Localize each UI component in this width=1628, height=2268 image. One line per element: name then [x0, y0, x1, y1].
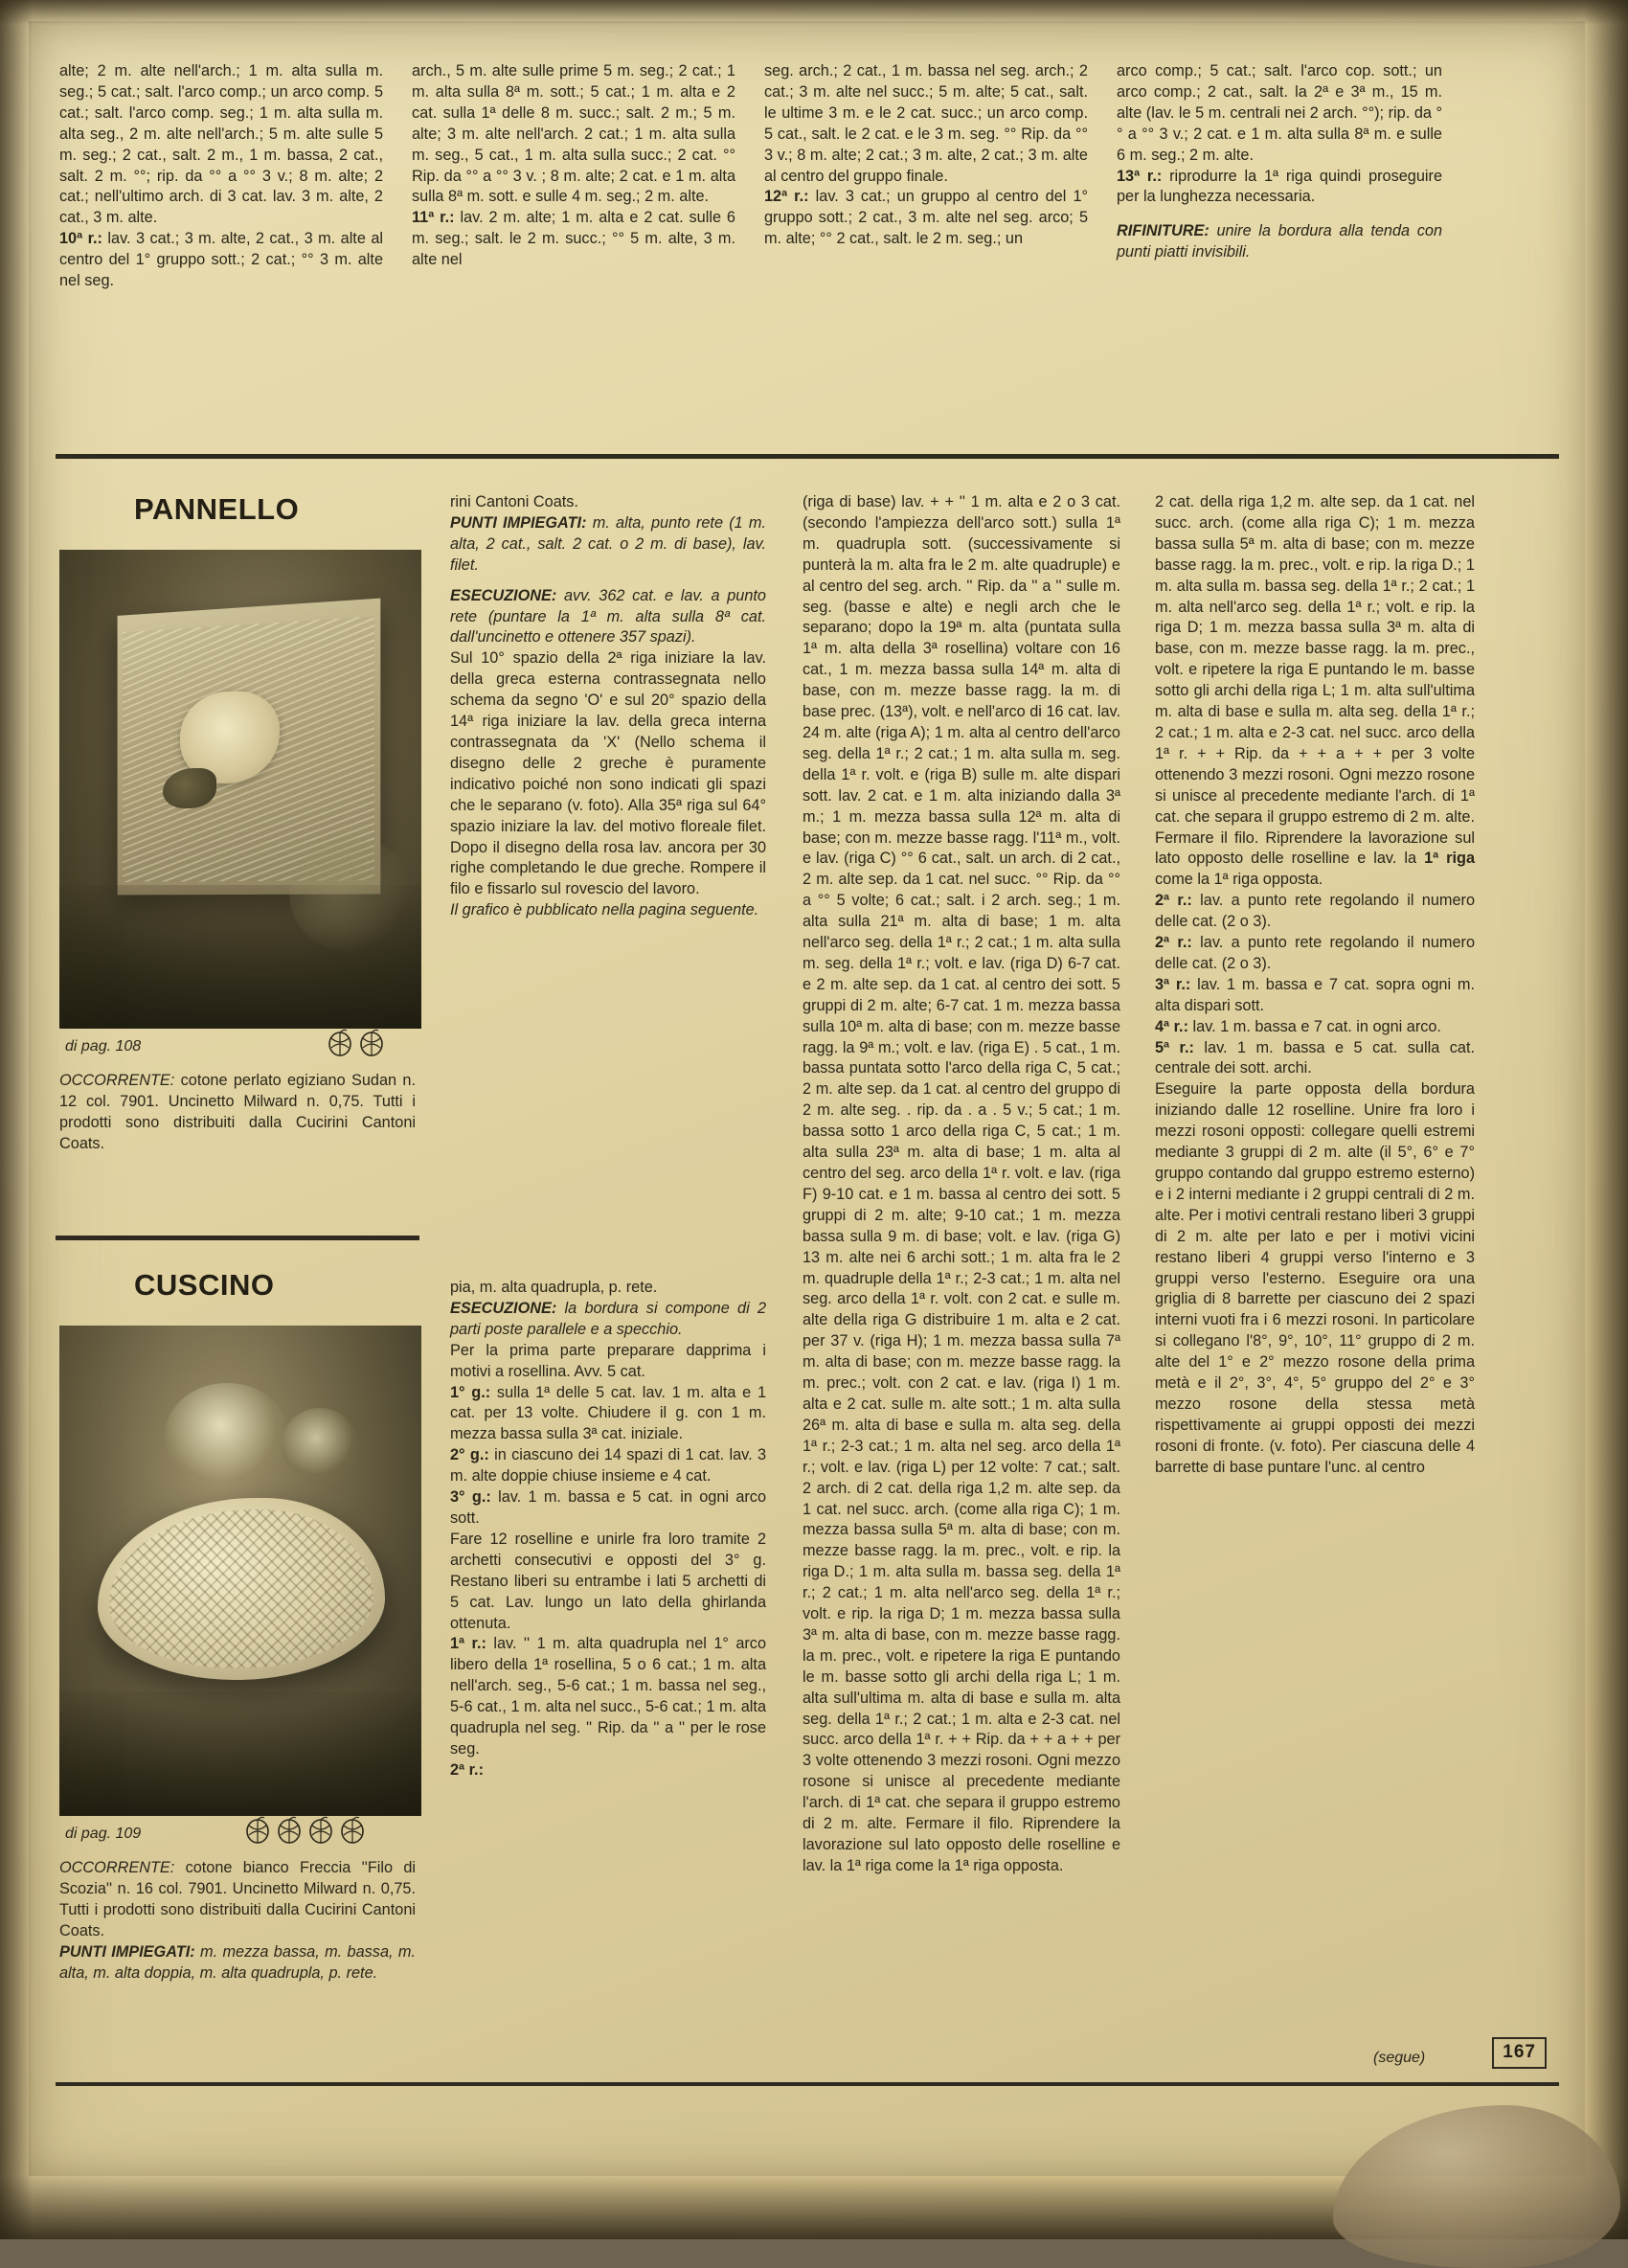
cuscino-riga-6: 5ª r.: lav. 1 m. bassa e 5 cat. sulla cat. centrale dei sott. archi. [1155, 1038, 1475, 1077]
cuscino-riga-4: 3ª r.: lav. 1 m. bassa e 7 cat. sopra ogni m. alta dispari sott. [1155, 975, 1475, 1014]
pannello-punti-label: PUNTI IMPIEGATI: [450, 513, 587, 532]
pannello-column-2 [450, 492, 766, 921]
scan-edge-bottom [0, 2176, 1628, 2239]
continuation-note: (segue) [1373, 2050, 1426, 2066]
pannello-body: Sul 10° spazio della 2ª riga iniziare la lav. della greca esterna contrassegnata nello schema da segno 'O' e sul 20° spazio della 14ª riga iniziare la lav. della greca interna contrassegnata da 'X' (Nello schema il disegno delle 2 greche è puramente indicativo poiché non sono indicati gli spazi che le separano (v. foto). Alla 35ª riga sul 64° spazio iniziare la lav. del motivo floreale filet. Dopo il disegno della rosa lav. ancora per 30 righe completando le due greche. Rompere il filo e fissarlo sul rovescio del lavoro. [450, 649, 766, 898]
top-col-2-text: arch., 5 m. alte sulle prime 5 m. seg.; 2 cat.; 1 m. alta sulla 8ª m. sott.; 5 cat.; 1 m. alta e 2 cat. sulla 1ª delle 8 m. succ.; salt. 2 m.; 5 m. alte; 3 m. alte nell'arch. 2 cat.; 1 m. alta sulla m. seg., 5 cat., 1 m. alta sulla succ.; 2 cat. °° Rip. da °° a °° 3 v. ; 8 m. alte; 2 cat. e 1 m. alta sulla 8ª m. sott. e sulle 4 m. seg.; 2 m. alte. [412, 62, 735, 206]
cuscino-col2-lead: pia, m. alta quadrupla, p. rete. [450, 1279, 658, 1296]
cuscino-punti-label: PUNTI IMPIEGATI: [59, 1942, 195, 1961]
cuscino-column-4 [1155, 492, 1475, 1479]
cuscino-intro: Per la prima parte preparare dapprima i motivi a rosellina. Avv. 5 cat. [450, 1341, 766, 1380]
cuscino-photo-caption: di pag. 109 [65, 1826, 142, 1842]
cuscino-column-3 [803, 492, 1120, 1877]
pannello-note: Il grafico è pubblicato nella pagina seguente. [450, 901, 759, 919]
pannello-title: PANNELLO [134, 492, 300, 526]
top-col-1-text: alte; 2 m. alte nell'arch.; 1 m. alta sulla m. seg.; 5 cat.; salt. l'arco comp.; un arco comp. 5 cat.; salt. l'arco comp. seg.; 1 m. alta sulla m. alta seg., 2 m. alte nell'arch.; 5 m. alte sulle 5 m. seg.; 2 cat., salt. 2 m., 1 m. bassa, 2 cat., salt. 2 m. °°; rip. da °° a °° 3 v.; 8 m. alte; 2 cat.; nell'ultimo arch. di 3 cat. lav. 3 m. alte, 2 cat., 3 m. alte. [59, 62, 383, 227]
cuscino-r2-tail: 2 cat. della riga 1,2 m. alte sep. da 1 cat. nel succ. arch. (come alla riga C); 1 m. mezza bassa sulla 5ª m. alta di base; con m. mezze basse ragg. la m. prec., volt. e rip. la riga D.; 1 m. alta sulla m. bassa seg. della 1ª r.; 2 cat.; 1 m. alta nell'arco seg. della 1ª r.; volt. e rip. la riga D; 1 m. mezza bassa sulla 3ª m. alta di base, con m. mezze basse ragg. la m. prec., volt. e ripetere la riga E puntando le m. basse sotto gli archi della riga L; 1 m. alta sull'ultima m. alta di base e sulla m. alta seg. della 1ª r.; 2 cat.; 1 m. alta e 2-3 cat. nel succ. arco della 1ª r. + + Rip. da + + a + + per 3 volte ottenendo 3 mezzi rosoni. Ogni mezzo rosone si unisce al precedente mediante l'arch. di 1ª cat. che separa il gruppo estremo di 2 m. alte. Fermare il filo. Riprendere la lavorazione sul lato opposto delle roselline e lav. la 1ª riga come la 1ª riga opposta. [1155, 493, 1475, 889]
cuscino-riga-2: 2ª r.: lav. a punto rete regolando il numero delle cat. (2 o 3). [1155, 892, 1476, 931]
cuscino-g1: 1° g.: sulla 1ª delle 5 cat. lav. 1 m. alta e 1 cat. per 13 volte. Chiudere il g. con 1 m. mezza bassa sulla 3ª cat. iniziale. [450, 1383, 767, 1443]
pannello-photo-caption: di pag. 108 [65, 1038, 142, 1055]
top-column-2 [412, 61, 735, 271]
top-col-4-text: arco comp.; 5 cat.; salt. l'arco cop. sott.; un arco comp.; 2 cat., salt. la 2ª e 3ª m., 15 m. alte (lav. le 5 m. centrali nei 2 arch. °°); rip. da °° a °° 3 v.; 2 cat. e 1 m. alta sulla 8ª m. e sulle 6 m. seg.; 2 m. alte. [1117, 62, 1442, 164]
yarn-ball-icon [277, 1816, 302, 1845]
cuscino-occorrente-label: OCCORRENTE: [59, 1859, 175, 1876]
scan-edge-left [0, 0, 33, 2239]
cuscino-g2: 2° g.: in ciascuno dei 14 spazi di 1 cat. lav. 3 m. alte doppie chiuse insieme e 4 cat. [450, 1446, 766, 1486]
top-column-1 [59, 61, 383, 292]
pannello-col2-lead: rini Cantoni Coats. [450, 493, 578, 510]
pannello-occorrente [59, 1071, 416, 1155]
rifiniture: RIFINITURE: unire la bordura alla tenda con punti piatti invisibili. [1117, 222, 1442, 261]
pannello-photo [59, 550, 421, 1029]
paper-sheet [29, 21, 1585, 2176]
cuscino-g3: 3° g.: lav. 1 m. bassa e 5 cat. in ogni arco sott. [450, 1488, 766, 1527]
cuscino-riga2-body: (riga di base) lav. + + '' 1 m. alta e 2 o 3 cat. (secondo l'ampiezza dell'arco sott.) sulla 1ª m. quadrupla sott. (successivamente si punterà la m. alta fra le 2 m. alte quadruple) e al centro del seg. arch. '' Rip. da '' a '' sulle m. seg. (basse e alte) e negli arch che le separano; dopo la 19ª m. alta (puntata sulla 1ª m. alta della 3ª rosellina) voltare con 16 cat., 1 m. mezza bassa sulla 14ª m. alta di base, con m. mezze basse ragg. la m. di base prec. (13ª), volt. e nell'arco di 16 cat. lav. 24 m. alte (riga A); 1 m. alta al centro dell'arco seg. della 1ª r.; 2 cat.; 1 m. alta sulla m. seg. della 1ª r. volt. e (riga B) sulle m. alte dispari sott. lav. 2 cat. e 1 m. alta iniziando dalla 3ª m.; 1 m. mezza bassa sulla 12ª m. alta di base; con m. mezze basse ragg. l'11ª m., volt. e lav. (riga C) °° 6 cat., salt. un arch. di 2 cat., 2 m. alte sep. da 1 cat. nel succ. °° Rip. da °° a °° 5 volte; 6 cat.; salt. i 2 arch. seg.; 1 m. alta sulla 21ª m. alta di base; 1 m. alta nell'arco seg. della 1ª r.; 2 cat.; 1 m. alta sulla m. seg. della 1ª r.; volt. e lav. (riga D) 6-7 cat. e 2 m. alte sep. da 1 cat. al centro dei sott. 5 gruppi di 2 m. alte; 6-7 cat. 1 m. mezza bassa sulla 10ª m. alta di base; con m. mezze basse ragg. la 9ª m.; volt. e lav. (riga E) . 5 cat., 1 m. bassa puntata sotto l'arco della riga C, 5 cat.; 2 m. alte sep. da 1 cat. al centro del gruppo di 2 m. alte seg. . rip. da . a . 5 v.; 5 cat.; 1 m. bassa sotto 1 arco della riga C, 5 cat.; 1 m. alta sulla 23ª m. alta di base; 1 m. alta al centro del seg. arco della 1ª r. volt. e lav. (riga F) 9-10 cat. e 1 m. bassa al centro dei sott. 5 gruppi di 2 m. alte; 9-10 cat.; 1 m. mezza bassa sulla 9 m. di base; volt. e lav. (riga G) 13 m. alte nei 6 archi sott.; 1 m. alta fra le 2 m. quadruple della 1ª r.; 2-3 cat.; 1 m. alta nel seg. arco della 1ª r. volt. con 2 cat. e sulle m. alte della riga G distribuire 1 m. alta e 2 cat. per 37 v. (riga H); 1 m. mezza bassa sulla 7ª m. alta di base; con m. mezze basse ragg. la m. prec.; volt. con 2 cat. e lav. (riga I) 1 m. alta e 2 cat. sulle m. alte sott.; 1 m. alta sulla 26ª m. alta di base e sulla m. alta seg. della 1ª r.; 2-3 cat.; 1 m. alta nel seg. arco della 1ª r.; volt. e lav. (riga L) per 12 volte: 7 cat.; salt. 2 arch. di 2 cat. della riga 1,2 m. alte sep. da 1 cat. nel succ. arch. (come alla riga C); 1 m. mezza bassa sulla 5ª m. alta di base; con m. mezze basse ragg. la m. prec., volt. e rip. la riga D.; 1 m. alta sulla m. bassa seg. della 1ª r.; 2 cat.; 1 m. alta nell'arco seg. della 1ª r.; volt. e rip. la riga D; 1 m. mezza bassa sulla 3ª m. alta di base, con m. mezze basse ragg. la m. prec., volt. e ripetere la riga E puntando le m. basse sotto gli archi della riga L; 1 m. alta sull'ultima m. alta di base e sulla m. alta seg. della 1ª r.; 2 cat.; 1 m. alta e 2-3 cat. nel succ. arco della 1ª r. + + Rip. da + + a + + per 3 volte ottenendo 3 mezzi rosoni. Ogni mezzo rosone si unisce al precedente mediante l'arch. di 1ª cat. che separa il gruppo estremo di 2 m. alte. Fermare il filo. Riprendere la lavorazione sul lato opposto delle roselline e lav. la 1ª riga come la 1ª riga opposta. [803, 493, 1120, 1874]
top-row-10: 10ª r.: lav. 3 cat.; 3 m. alte, 2 cat., 3 m. alte al centro del 1° gruppo sott.; 2 cat.; °° 3 m. alte nel seg. [59, 230, 384, 290]
cuscino-riga-2-start: 2ª r.: [450, 1760, 484, 1779]
cuscino-occorrente-text: cotone bianco Freccia ''Filo di Scozia'' n. 16 col. 7901. Uncinetto Milward n. 0,75. Tutti i prodotti sono distribuiti dalla Cucirini Cantoni Coats. [59, 1859, 416, 1939]
cuscino-yarn-balls [245, 1816, 365, 1845]
scan-edge-right [1584, 0, 1628, 2239]
page-number: 167 [1492, 2037, 1547, 2069]
top-row-12: 12ª r.: lav. 3 cat.; un gruppo al centro del 1° gruppo sott.; 2 cat., 3 m. alte nel seg. arco; 5 m. alte; °° 2 cat., salt. le 2 m. seg.; un [764, 188, 1089, 248]
pannello-esecuzione-text: avv. 362 cat. e lav. a punto rete (puntare la 1ª m. alta sulla 8ª cat. dall'uncinetto e ottenere 357 spazi). [450, 586, 766, 646]
top-col-3-text: seg. arch.; 2 cat., 1 m. bassa nel seg. arch.; 2 cat.; 3 m. alte nel succ.; 5 m. alte; 5 cat., salt. le ultime 3 m. e le 2 cat. succ.; un arco comp. 5 cat., salt. le 2 cat. e le 3 m. seg. °° Rip. da °° 3 v.; 8 m. alte; 2 cat.; 3 m. alte, 2 cat.; 3 m. alte al centro del gruppo finale. [764, 62, 1088, 185]
cuscino-final: Eseguire la parte opposta della bordura iniziando dalle 12 roselline. Unire fra loro i mezzi rosoni opposti: collegare quelli estremi mediante 3 gruppi di 2 m. alte (il 5°, 6° e 7° gruppo contando dal gruppo estremo esterno) e i 2 interni mediante i 2 gruppi centrali di 2 m. alte. Per i motivi centrali restano liberi 3 gruppi di 2 m. alte per lato e per i motivi vicini restano liberi 4 gruppi verso l'interno e 3 gruppi verso l'esterno. Eseguire ora una griglia di 8 barrette per ciascuno dei 2 spazi interni vuoti fra i 6 mezzi rosoni. In particolare si collegano l'8°, 9°, 10°, 11° gruppo di 2 m. alte del 1° e 2° mezzo rosone della prima metà e il 2°, 3°, 4°, 5° gruppo del 2° e 3° mezzo rosone della stessa metà rispettivamente ai gruppi opposti dei mezzi rosoni di fronte. (v. foto). Per ciascuna delle 4 barrette di base puntare l'unc. al centro [1155, 1080, 1475, 1476]
cuscino-column-2 [450, 1278, 766, 1781]
pannello-occorrente-label: OCCORRENTE: [59, 1072, 175, 1089]
pannello-occorrente-text: cotone perlato egiziano Sudan n. 12 col. 7901. Uncinetto Milward n. 0,75. Tutti i prodotti sono distribuiti dalla Cucirini Cantoni Coats. [59, 1072, 416, 1152]
cuscino-photo [59, 1326, 421, 1816]
yarn-ball-icon [340, 1816, 365, 1845]
cuscino-riga-5: 4ª r.: lav. 1 m. bassa e 7 cat. in ogni arco. [1155, 1017, 1441, 1035]
pannello-yarn-balls [328, 1029, 384, 1057]
top-row-13: 13ª r.: riprodurre la 1ª riga quindi proseguire per la lunghezza necessaria. [1117, 167, 1443, 206]
pannello-esecuzione-label: ESECUZIONE: [450, 586, 557, 604]
yarn-ball-icon [308, 1816, 333, 1845]
cuscino-esecuzione-label: ESECUZIONE: [450, 1299, 557, 1317]
cuscino-occorrente [59, 1858, 416, 1984]
section-divider-top [56, 454, 1559, 459]
top-column-3 [764, 61, 1088, 250]
cuscino-riga-3: 2ª r.: lav. a punto rete regolando il numero delle cat. (2 o 3). [1155, 934, 1476, 972]
section-divider-cuscino [56, 1236, 419, 1240]
yarn-ball-icon [359, 1029, 384, 1057]
yarn-ball-icon [328, 1029, 352, 1057]
cuscino-riga-1: 1ª r.: lav. '' 1 m. alta quadrupla nel 1° arco libero della 1ª rosellina, 5 o 6 cat.; 1 m. alta nell'arch. seg., 5-6 cat.; 1 m. bassa nel seg., 5-6 cat., 1 m. alta nel succ., 5-6 cat.; 1 m. alta quadrupla nel seg. '' Rip. da '' a '' per le rose seg. [450, 1635, 766, 1758]
cuscino-esecuzione-text: la bordura si compone di 2 parti poste parallele e a specchio. [450, 1299, 766, 1338]
pannello-punti-text: m. alta, punto rete (1 m. alta, 2 cat., salt. 2 cat. o 2 m. di base), lav. filet. [450, 513, 766, 574]
yarn-ball-icon [245, 1816, 270, 1845]
top-column-4 [1117, 61, 1442, 263]
top-row-11: 11ª r.: lav. 2 m. alte; 1 m. alta e 2 cat. sulle 6 m. seg.; salt. le 2 m. succ.; °° 5 m. alte, 3 m. alte nel [412, 209, 735, 269]
page-bottom-rule [56, 2082, 1559, 2086]
cuscino-roselline: Fare 12 roselline e unirle fra loro tramite 2 archetti consecutivi e opposti del 3° g. Restano liberi su entrambe i lati 5 archetti di 5 cat. Lav. lungo un lato della ghirlanda ottenuta. [450, 1530, 766, 1632]
cuscino-punti-text: m. mezza bassa, m. bassa, m. alta, m. alta doppia, m. alta quadrupla, p. rete. [59, 1942, 416, 1982]
cuscino-title: CUSCINO [134, 1268, 275, 1302]
